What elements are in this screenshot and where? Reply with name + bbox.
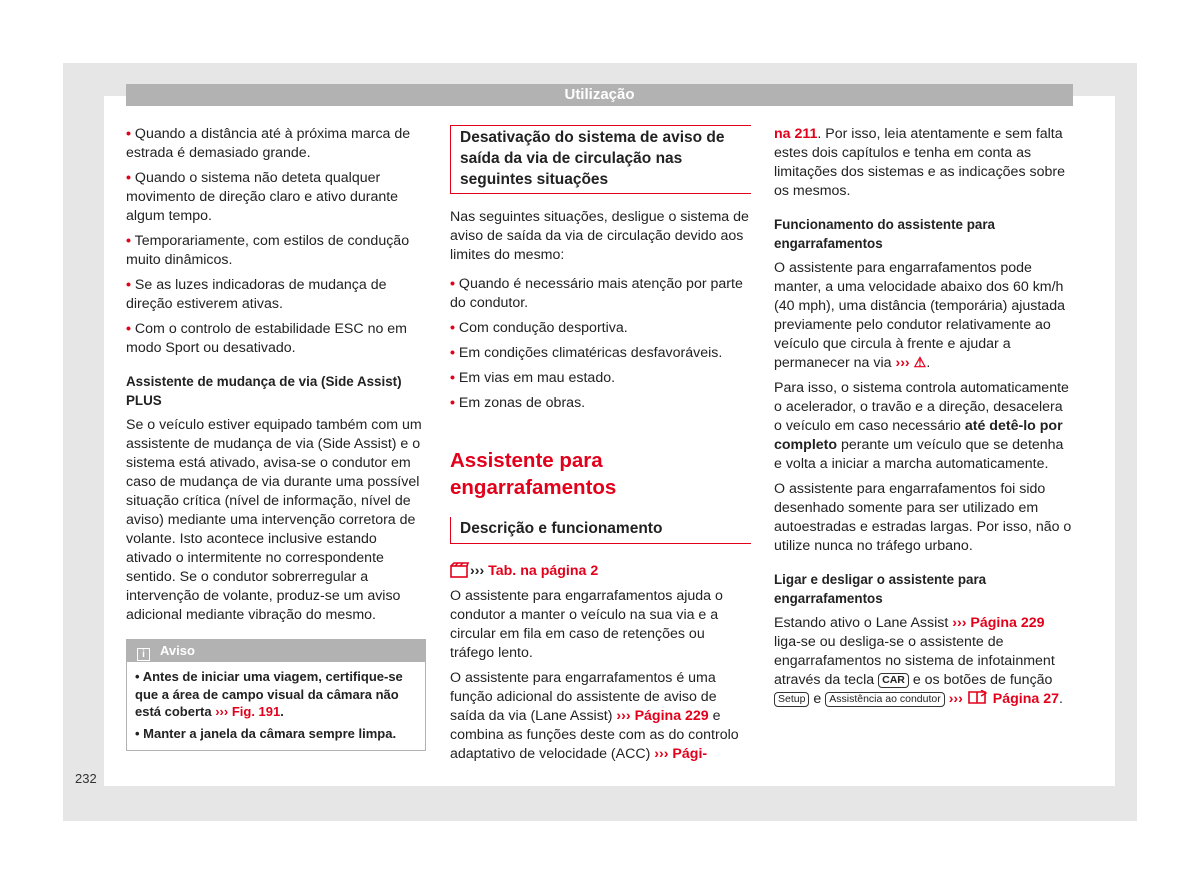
list-item: • Temporariamente, com estilos de condução muito dinâmicos. <box>126 233 410 268</box>
page-number: 232 <box>75 771 97 786</box>
column-1 <box>126 125 426 751</box>
warning-header <box>127 640 425 662</box>
list-item-text: Quando a distância até à próxima marca de estrada é demasiado grande. <box>126 126 411 161</box>
list-item-text: Quando o sistema não deteta qualquer movimento de direção claro e ativo durante algum tempo. <box>126 170 399 224</box>
paragraph: O assistente para engarrafamentos foi sido desenhado somente para ser utilizado em autoestradas e estradas largas. Por isso, não o utilize nunca no tráfego urbano. <box>774 481 1072 554</box>
side-assist-heading: Assistente de mudança de via (Side Assist) PLUS <box>126 374 402 408</box>
warning-item: • Antes de iniciar uma viagem, certifique-se que a área de campo visual da câmara não está coberta ››› Fig. 191. <box>135 669 403 719</box>
list-item: • Com o controlo de estabilidade ESC no em modo Sport ou desativado. <box>126 321 407 356</box>
bold-text: até detê-lo por completo <box>774 418 1063 453</box>
paragraph: O assistente para engarrafamentos ajuda o condutor a manter o veículo na sua via e a circular em fila em caso de retenções ou tráfego lento. <box>450 588 723 661</box>
list-item-text: Em vias em mau estado. <box>458 370 616 386</box>
paragraph-text: Para isso, o sistema controla automaticamente o acelerador, o travão e a direção, desacelera o veículo em caso necessário <box>774 380 1069 434</box>
paragraph <box>774 125 1074 201</box>
paragraph: O assistente para engarrafamentos pode manter, a uma velocidade abaixo dos 60 km/h (40 mph), uma distância (temporária) ajustada previamente pelo condutor relativamente ao veículo que circula à frente e ajudar a permanecer na via ››› ⚠. <box>774 260 1065 371</box>
list-item-text: Quando é necessário mais atenção por parte do condutor. <box>450 276 743 311</box>
list-item: • Em zonas de obras. <box>450 395 586 411</box>
section-intro: Nas seguintes situações, desligue o sistema de aviso de saída da via de circulação devido aos limites do mesmo: <box>450 209 749 263</box>
figure-link[interactable]: Fig. 191 <box>231 704 281 719</box>
book-reference-icon <box>967 690 989 704</box>
page-link[interactable]: na 211 <box>774 126 818 142</box>
paragraph-text: liga-se ou desliga-se o assistente de engarrafamentos no sistema de infotainment através da tecla <box>774 634 1055 688</box>
warning-item-text: Antes de iniciar uma viagem, certifique-se que a área de campo visual da câmara não está coberta <box>135 669 403 719</box>
page-link[interactable]: Página 229 <box>970 615 1045 631</box>
column-3 <box>774 125 1074 715</box>
warning-item: • Manter a janela da câmara sempre limpa. <box>135 725 397 741</box>
page-link[interactable]: Página 229 <box>634 708 709 724</box>
warning-item-text: Manter a janela da câmara sempre limpa. <box>143 725 397 741</box>
section-title: Desativação do sistema de aviso de saída da via de circulação nas seguintes situações <box>450 125 751 194</box>
warning-triangle-icon[interactable]: ⚠ <box>913 355 927 371</box>
column-2 <box>450 125 751 770</box>
list-item: • Se as luzes indicadoras de mudança de direção estiverem ativas. <box>126 277 387 312</box>
side-assist-text: Se o veículo estiver equipado também com um assistente de mudança de via (Side Assist) e o sistema está ativado, avisa-se o condutor em caso de mudança de via durante uma possível situação crítica (nível de informação, nível de aviso) mediante uma intervenção corretora de volante. Isto acontece inclusive estando ativado o intermitente no correspondente sentido. Se o condutor sobrerregular a intervenção de volante, produz-se um aviso adicional mediante vibração do mesmo. <box>126 417 422 623</box>
function-heading: Funcionamento do assistente para engarrafamentos <box>774 217 995 251</box>
clapper-icon <box>450 562 470 578</box>
list-item: • Em condições climatéricas desfavoráveis. <box>450 345 723 361</box>
paragraph <box>774 379 1074 474</box>
warning-label: Aviso <box>160 643 195 658</box>
list-item: • Quando é necessário mais atenção por parte do condutor. <box>450 276 743 311</box>
list-item: • Em vias em mau estado. <box>450 370 616 386</box>
paragraph-text: O assistente para engarrafamentos pode manter, a uma velocidade abaixo dos 60 km/h (40 mph), uma distância (temporária) ajustada previamente pelo condutor relativamente ao veículo que circula à frente e ajudar a permanecer na via <box>774 260 1065 371</box>
paragraph: O assistente para engarrafamentos é uma função adicional do assistente de aviso de saída da via (Lane Assist) ››› Página 229 e combina as funções deste com as do controlo adaptativo de velocidade (ACC) ››› Pági- <box>450 670 739 762</box>
paragraph-text: e combina as funções deste com as do controlo adaptativo de velocidade (ACC) <box>450 708 739 762</box>
list-item: • Quando o sistema não deteta qualquer movimento de direção claro e ativo durante algum tempo. <box>126 170 399 224</box>
subsection-title: Descrição e funcionamento <box>450 517 751 544</box>
page-link[interactable]: Página 27 <box>992 691 1060 707</box>
list-item-text: Em zonas de obras. <box>458 395 586 411</box>
paragraph-text: Estando ativo o Lane Assist <box>774 615 949 631</box>
table-link[interactable]: Tab. na página 2 <box>488 563 599 579</box>
list-item-text: Se as luzes indicadoras de mudança de direção estiverem ativas. <box>126 277 387 312</box>
paragraph-text: O assistente para engarrafamentos é uma função adicional do assistente de aviso de saída da via (Lane Assist) <box>450 670 717 724</box>
list-item-text: Em condições climatéricas desfavoráveis. <box>458 345 723 361</box>
paragraph-text: perante um veículo que se detenha e volta a iniciar a marcha automaticamente. <box>774 437 1064 472</box>
paragraph: Estando ativo o Lane Assist ››› Página 229 liga-se ou desliga-se o assistente de engarrafamentos no sistema de infotainment através da tecla CAR e os botões de função Setup e Assistência ao condutor ››› Página 27. <box>774 615 1063 707</box>
paragraph-text: e os botões de função <box>912 672 1053 688</box>
warning-body <box>127 662 425 750</box>
setup-key[interactable]: Setup <box>774 692 809 707</box>
page-link[interactable]: Pági- <box>672 746 708 762</box>
chapter-title: Assistente para engarrafamentos <box>450 449 617 499</box>
table-reference[interactable]: ››› Tab. na página 2 <box>450 562 751 581</box>
car-key[interactable]: CAR <box>878 673 909 688</box>
list-item: • Quando a distância até à próxima marca de estrada é demasiado grande. <box>126 126 411 161</box>
driver-assist-key[interactable]: Assistência ao condutor <box>825 692 944 707</box>
paragraph-text: e <box>813 691 822 707</box>
list-item-text: Com o controlo de estabilidade ESC no em modo Sport ou desativado. <box>126 321 407 356</box>
list-item-text: Com condução desportiva. <box>458 320 628 336</box>
paragraph-text: . Por isso, leia atentamente e sem falta estes dois capítulos e tenha em conta as limitações dos sistemas e as indicações sobre os mesmos. <box>774 126 1065 199</box>
warning-box <box>126 639 426 751</box>
page-header: Utilização <box>126 84 1073 106</box>
list-item-text: Temporariamente, com estilos de condução muito dinâmicos. <box>126 233 410 268</box>
list-item: • Com condução desportiva. <box>450 320 628 336</box>
onoff-heading: Ligar e desligar o assistente para engarrafamentos <box>774 572 987 606</box>
info-icon: i <box>137 648 150 661</box>
